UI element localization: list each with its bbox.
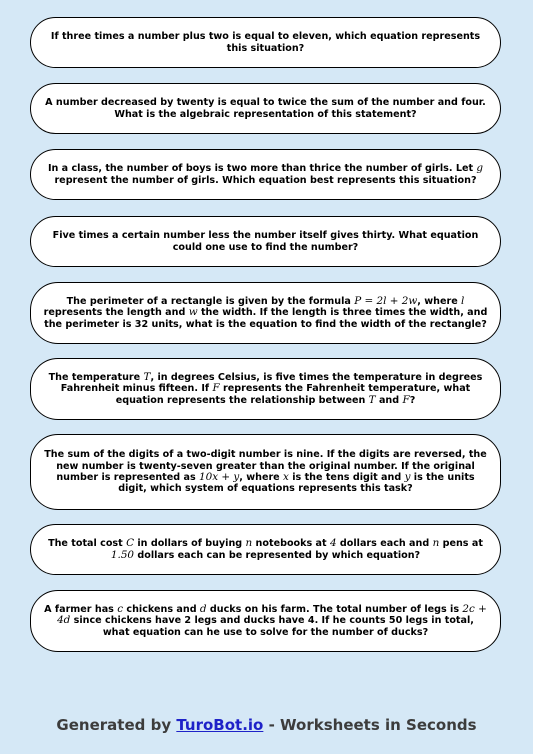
math-expression: P = 2l + 2w xyxy=(354,294,418,307)
math-expression: T xyxy=(368,393,376,406)
question-text-segment: The temperature xyxy=(48,371,144,383)
math-expression: F xyxy=(212,382,220,395)
question-text xyxy=(43,604,488,638)
question-card xyxy=(30,216,501,267)
math-expression: F xyxy=(402,393,410,406)
question-text-segment: is the tens digit and xyxy=(288,472,405,483)
question-text-segment: The total cost xyxy=(48,538,127,550)
math-expression: g xyxy=(476,162,484,175)
question-text-segment: pens at xyxy=(439,538,483,550)
question-text-segment: chickens and xyxy=(123,603,200,615)
question-text-segment: , where xyxy=(417,295,462,307)
question-text-segment: notebooks at xyxy=(252,538,330,550)
question-text-segment: represent the number of girls. Which equation best represents this situation? xyxy=(54,174,477,186)
math-expression: C xyxy=(126,537,135,550)
question-text xyxy=(43,97,488,120)
math-expression: y xyxy=(404,471,411,483)
question-text-segment: represents the Fahrenheit temperature, what equation represents the relationship between xyxy=(115,383,471,406)
question-text xyxy=(43,230,488,253)
question-text-segment: is the units digit, which system of equations represents this task? xyxy=(118,472,475,495)
math-expression: n xyxy=(432,537,440,550)
question-text xyxy=(43,372,488,406)
footer-suffix: - Worksheets in Seconds xyxy=(263,716,477,734)
question-card xyxy=(30,282,501,344)
math-expression: 10x + y xyxy=(199,471,240,483)
question-text xyxy=(43,31,488,54)
question-text-segment: Five times a certain number less the number itself gives thirty. What equation could one use to find the number? xyxy=(52,230,479,253)
question-card xyxy=(30,149,501,200)
question-text xyxy=(43,296,488,330)
question-text xyxy=(43,163,488,186)
question-text xyxy=(43,538,488,561)
question-text-segment: in dollars of buying xyxy=(134,538,246,550)
question-text-segment: A number decreased by twenty is equal to twice the sum of the number and four. What is the algebraic representation of this statement? xyxy=(45,97,486,120)
math-expression: d xyxy=(199,602,207,615)
question-card xyxy=(30,524,501,575)
question-text-segment: A farmer has xyxy=(44,603,118,615)
question-text-segment: the width. If the length is three times the width, and the perimeter is 32 units, what is the equation to find the width of the rectangle? xyxy=(44,307,488,330)
question-text-segment: ? xyxy=(409,394,416,406)
question-text-segment: , where xyxy=(239,472,284,483)
turobot-link[interactable]: TuroBot.io xyxy=(176,716,264,734)
question-text-segment: , in degrees Celsius, is five times the temperature in degrees Fahrenheit minus fifteen. If xyxy=(60,371,483,395)
question-card xyxy=(30,17,501,68)
footer xyxy=(0,716,533,740)
math-expression: l xyxy=(461,294,465,307)
question-card xyxy=(30,83,501,134)
question-card xyxy=(30,358,501,420)
footer-prefix: Generated by xyxy=(56,716,177,734)
question-card xyxy=(30,434,501,510)
question-text-segment: ducks on his farm. The total number of legs is xyxy=(206,603,463,615)
question-text-segment: and xyxy=(375,394,403,406)
question-text-segment: represents the length and xyxy=(43,307,189,319)
question-text-segment: If three times a number plus two is equal to eleven, which equation represents this situation? xyxy=(50,31,481,54)
question-text-segment: The perimeter of a rectangle is given by the formula xyxy=(66,295,355,307)
math-expression: 2c + 4d xyxy=(57,602,487,627)
math-expression: n xyxy=(245,537,253,550)
math-expression: 4 xyxy=(329,537,337,550)
question-text-segment: dollars each can be represented by which equation? xyxy=(134,549,421,561)
question-text xyxy=(43,449,488,495)
question-card xyxy=(30,590,501,652)
math-expression: T xyxy=(143,370,151,383)
question-text-segment: The sum of the digits of a two-digit number is nine. If the digits are reversed, the new number is twenty-seven greater than the original number. If the original number is represented as xyxy=(44,449,487,483)
math-expression: 1.50 xyxy=(110,548,135,561)
math-expression: c xyxy=(117,602,124,615)
question-text-segment: since chickens have 2 legs and ducks have 4. If he counts 50 legs in total, what equation can he use to solve for the number of ducks? xyxy=(70,615,474,638)
math-expression: x xyxy=(283,471,289,483)
question-text-segment: In a class, the number of boys is two more than thrice the number of girls. Let xyxy=(47,163,477,175)
question-text-segment: dollars each and xyxy=(336,538,433,550)
math-expression: w xyxy=(188,306,198,319)
